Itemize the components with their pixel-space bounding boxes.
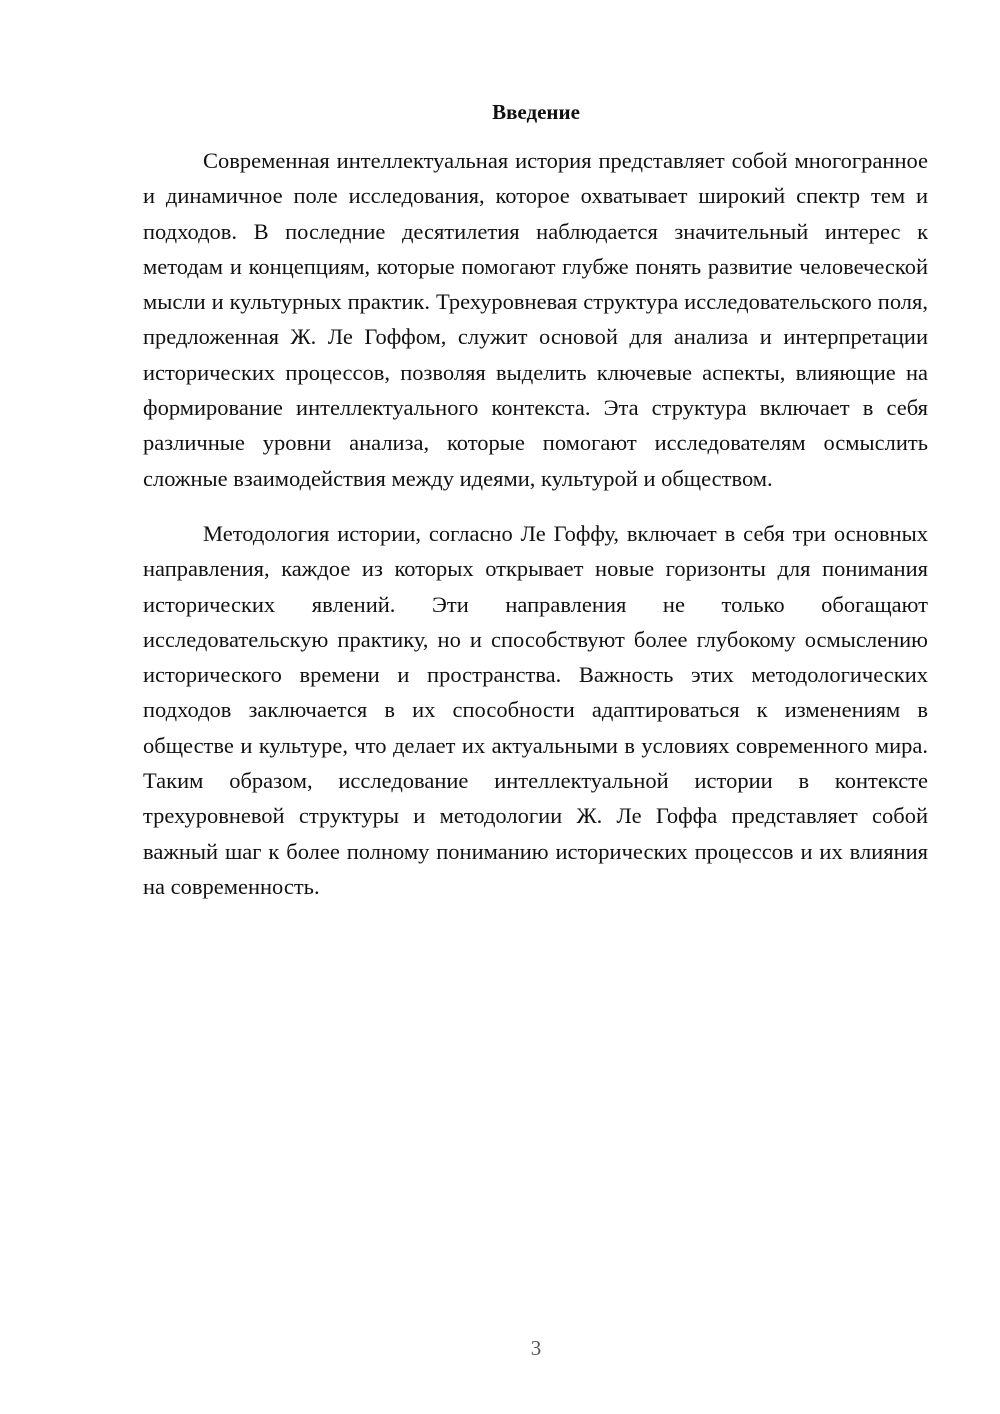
page-number: 3 xyxy=(530,1336,542,1360)
body-text xyxy=(143,143,928,904)
paragraph-2: Методология истории, согласно Ле Гоффу, включает в себя три основных направления, каждое из которых открывает новые горизонты для понимания исторических явлений. Эти направления не только обогащают исследовательскую практику, но и способствуют более глубокому осмыслению исторического времени и пространства. Важность этих методологических подходов заключается в их способности адаптироваться к изменениям в обществе и культуре, что делает их актуальными в условиях современного мира. Таким образом, исследование интеллектуальной истории в контексте трехуровневой структуры и методологии Ж. Ле Гоффа представляет собой важный шаг к более полному пониманию исторических процессов и их влияния на современность. xyxy=(143,520,928,899)
paragraph-1: Современная интеллектуальная история представляет собой многогранное и динамичное поле исследования, которое охватывает широкий спектр тем и подходов. В последние десятилетия наблюдается значительный интерес к методам и концепциям, которые помогают глубже понять развитие человеческой мысли и культурных практик. Трехуровневая структура исследовательского поля, предложенная Ж. Ле Гоффом, служит основой для анализа и интерпретации исторических процессов, позволяя выделить ключевые аспекты, влияющие на формирование интеллектуального контекста. Эта структура включает в себя различные уровни анализа, которые помогают исследователям осмыслить сложные взаимодействия между идеями, культурой и обществом. xyxy=(143,148,928,491)
section-heading: Введение xyxy=(492,100,580,124)
